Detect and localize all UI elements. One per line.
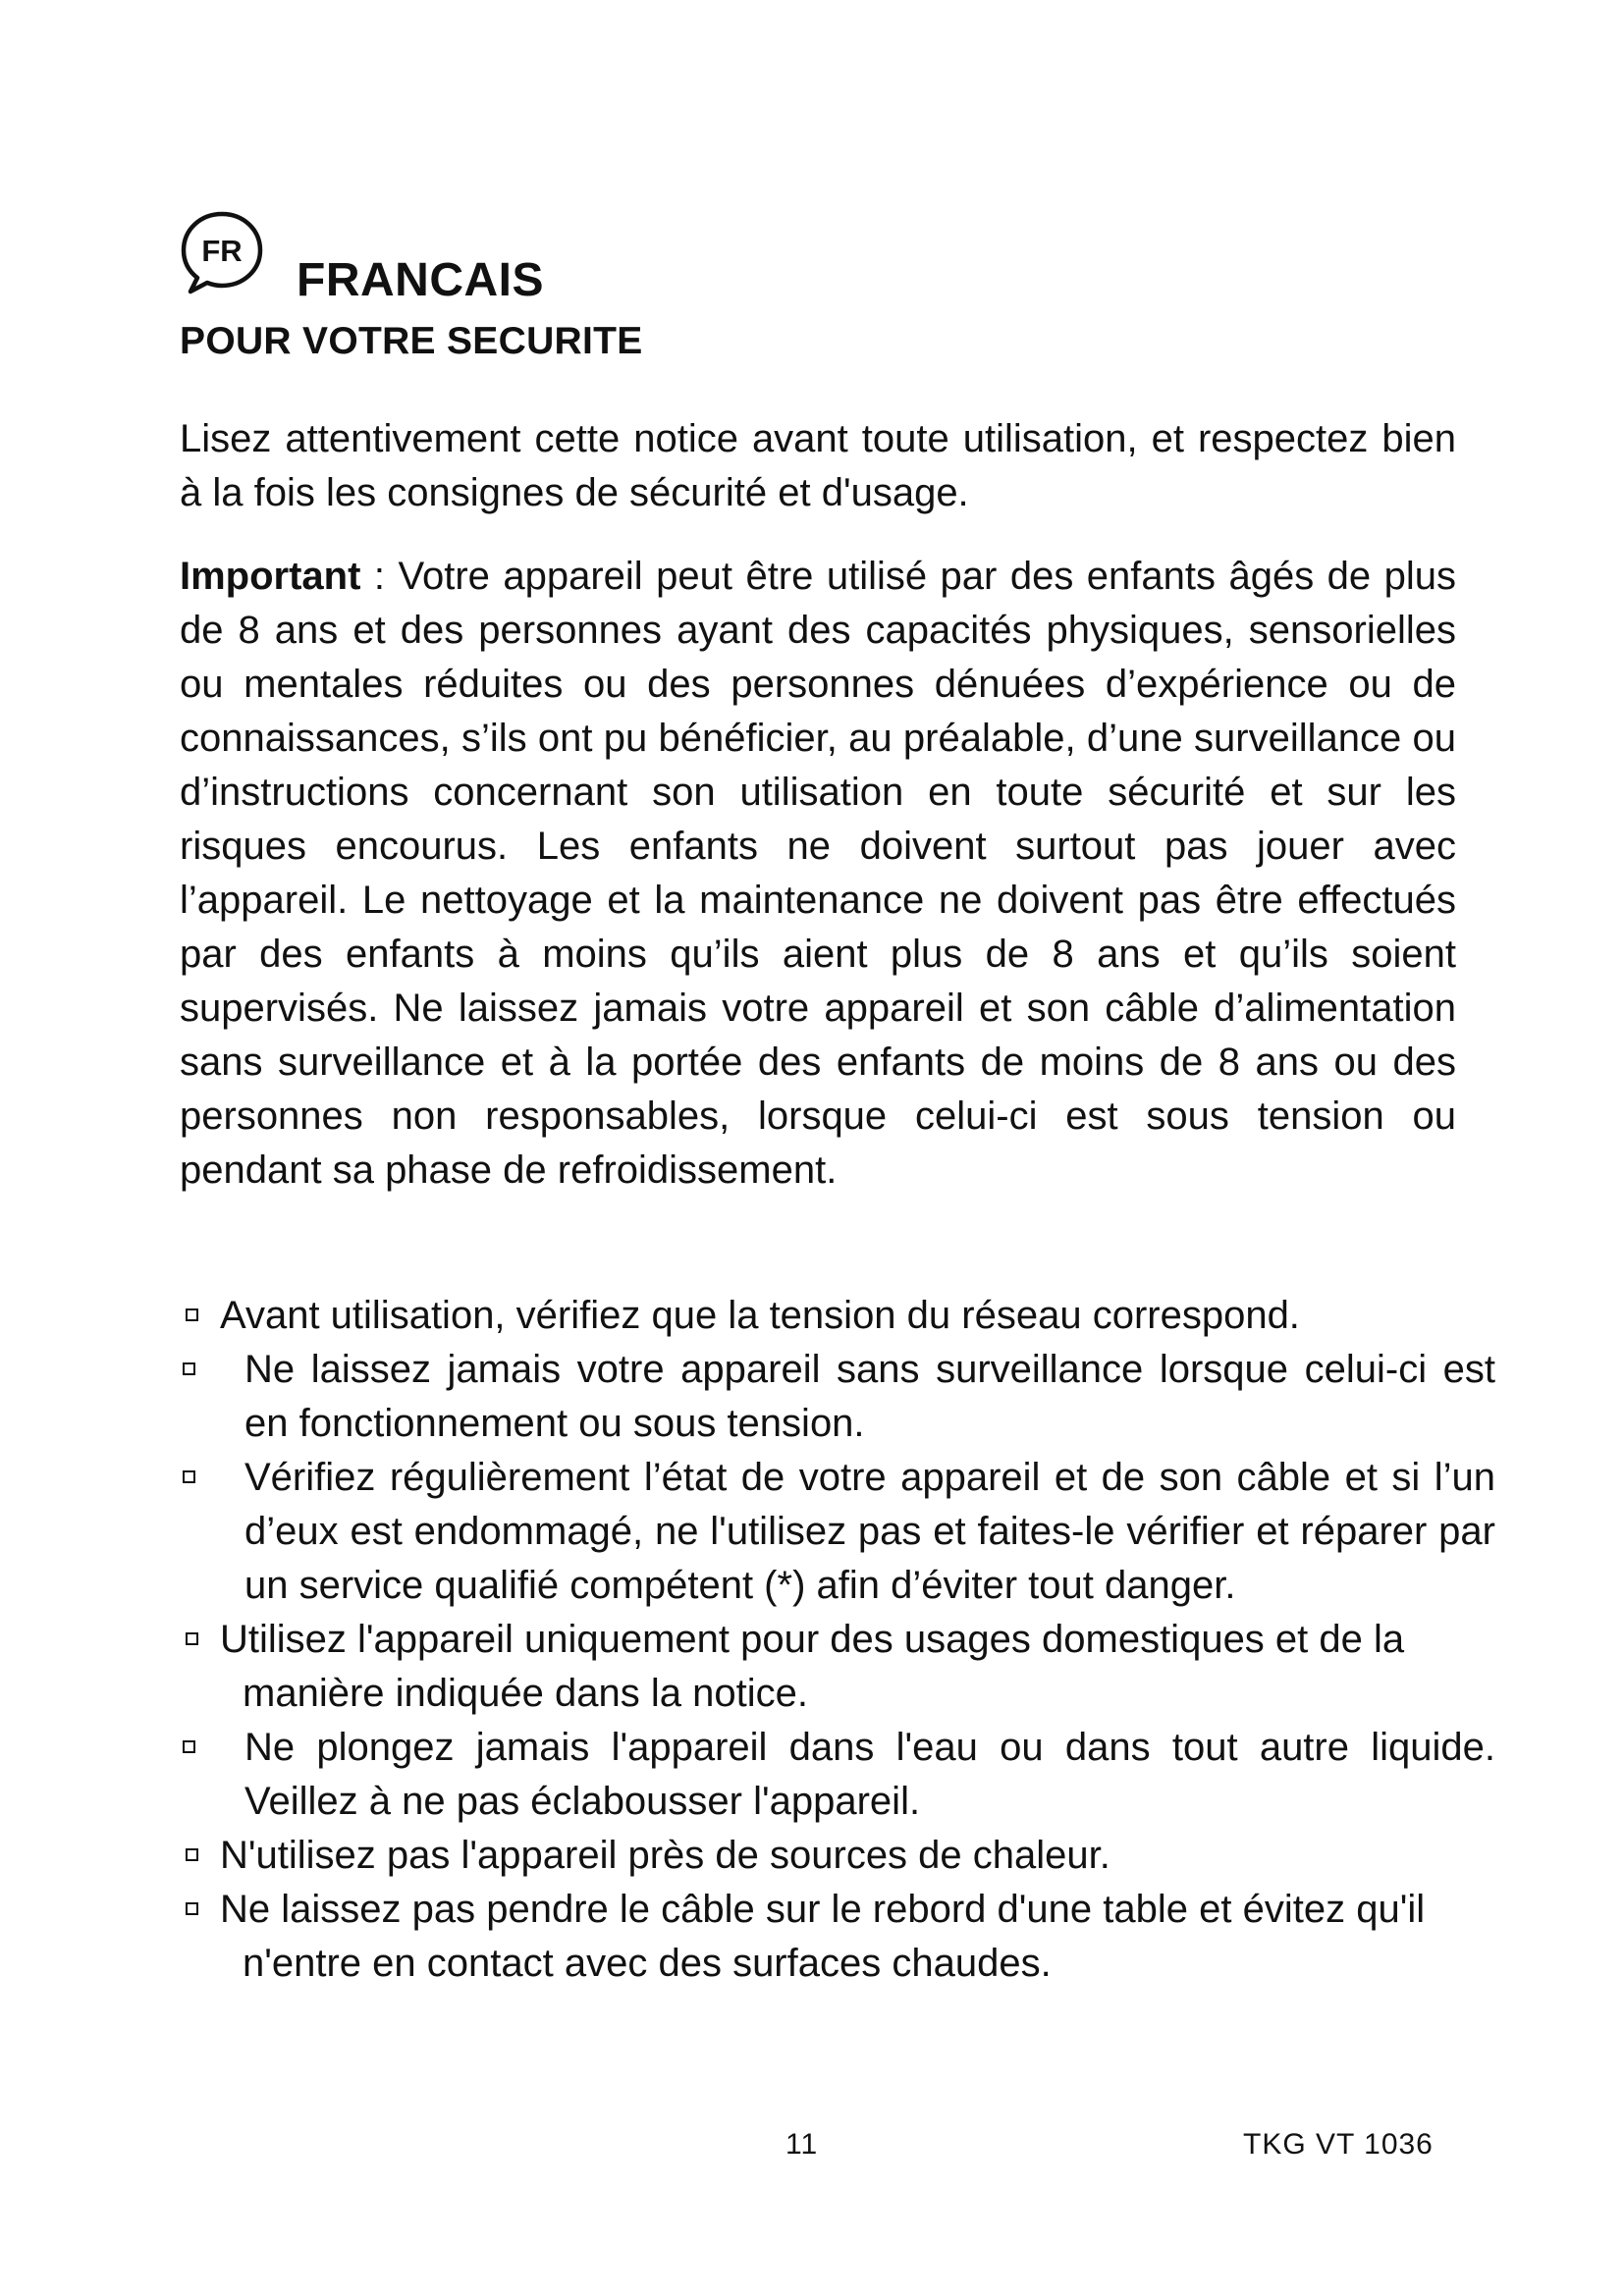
list-item	[180, 1883, 1495, 1991]
page-number: 11	[785, 2128, 819, 2161]
section-title: POUR VOTRE SECURITE	[180, 320, 643, 362]
checkbox-bullet-icon	[183, 1470, 195, 1483]
language-heading: FRANCAIS	[297, 254, 544, 306]
checkbox-bullet-icon	[183, 1740, 195, 1753]
list-item-text: Ne laissez jamais votre appareil sans surveillance lorsque celui-ci est en fonctionnement ou sous tension.	[244, 1348, 1495, 1445]
list-item	[180, 1613, 1495, 1721]
checkbox-bullet-icon	[186, 1632, 198, 1645]
list-item	[180, 1289, 1495, 1343]
model-number: TKG VT 1036	[1243, 2128, 1434, 2161]
checkbox-bullet-icon	[186, 1848, 198, 1861]
important-text: Votre appareil peut être utilisé par des enfants âgés de plus de 8 ans et des personnes ayant des capacités physiques, sensorielles ou mentales réduites ou des personnes dénuées d’expérience ou de connaissances, s’ils ont pu bénéficier, au préalable, d’une surveillance ou d’instructions concernant son utilisation en toute sécurité et sur les risques encourus. Les enfants ne doivent surtout pas jouer avec l’appareil. Le nettoyage et la maintenance ne doivent pas être effectués par des enfants à moins qu’ils aient plus de 8 ans et qu’ils soient supervisés. Ne laissez jamais votre appareil et son câble d’alimentation sans surveillance et à la portée des enfants de moins de 8 ans ou des personnes non responsables, lorsque celui-ci est sous tension ou pendant sa phase de refroidissement.	[180, 555, 1456, 1192]
list-item	[180, 1343, 1495, 1451]
list-item-text: Avant utilisation, vérifiez que la tension du réseau correspond.	[220, 1294, 1300, 1337]
checkbox-bullet-icon	[186, 1902, 198, 1915]
checkbox-bullet-icon	[186, 1308, 198, 1321]
list-item-text: Ne plongez jamais l'appareil dans l'eau ou dans tout autre liquide. Veillez à ne pas éclabousser l'appareil.	[244, 1726, 1495, 1823]
list-item	[180, 1829, 1495, 1883]
list-item	[180, 1451, 1495, 1613]
list-item-text: Utilisez l'appareil uniquement pour des usages domestiques et de la manière indiquée dans la notice.	[220, 1618, 1405, 1715]
safety-list	[180, 1289, 1495, 1991]
list-item-text: Vérifiez régulièrement l’état de votre appareil et de son câble et si l’un d’eux est endommagé, ne l'utilisez pas et faites-le vérifier et réparer par un service qualifié compétent (*) afin d’éviter tout danger.	[244, 1456, 1495, 1607]
speech-bubble-fr-icon	[177, 208, 267, 298]
important-paragraph	[180, 550, 1456, 1198]
speech-bubble-svg	[177, 208, 267, 298]
intro-paragraph: Lisez attentivement cette notice avant toute utilisation, et respectez bien à la fois les consignes de sécurité et d'usage.	[180, 417, 1456, 514]
badge-text: FR	[201, 234, 243, 268]
list-item-text: N'utilisez pas l'appareil près de sources de chaleur.	[220, 1834, 1110, 1877]
list-item	[180, 1721, 1495, 1829]
important-label: Important	[180, 555, 361, 598]
important-separator: :	[360, 555, 399, 598]
list-item-text: Ne laissez pas pendre le câble sur le rebord d'une table et évitez qu'il n'entre en contact avec des surfaces chaudes.	[220, 1888, 1426, 1985]
checkbox-bullet-icon	[183, 1362, 195, 1375]
